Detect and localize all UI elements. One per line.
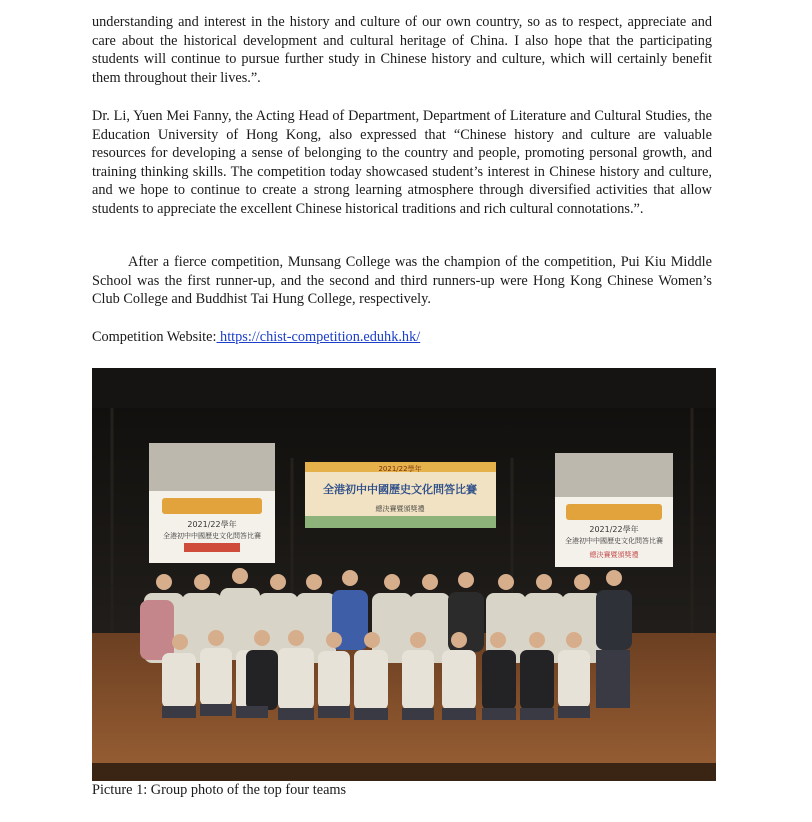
right-screen (555, 453, 673, 567)
right-screen-subtitle: 總決賽暨頒獎禮 (589, 551, 639, 559)
paragraph-dr-li-quote: Dr. Li, Yuen Mei Fanny, the Acting Head of Department, Department of Literature and Cultural Studies, the Education University of Hong Kong, also expressed that “Chinese history and culture are valuable resources for developing a sense of belonging to the country and people, promoting personal growth, and training thinking skills. The competition today showcased student’s interest in Chinese history and culture, and we hope to continue to create a strong learning atmosphere through diversified activities that allow students to appreciate the excellent Chinese historical traditions and rich cultural connotations.”. (92, 108, 712, 217)
banner-title: 全港初中中國歷史文化問答比賽 (323, 483, 477, 496)
group-photo (92, 368, 716, 781)
banner-subtitle: 總決賽暨頒獎禮 (375, 505, 425, 513)
website-link[interactable]: https://chist-competition.eduhk.hk/ (216, 329, 421, 345)
center-banner (305, 462, 496, 528)
photo-caption: Picture 1: Group photo of the top four teams (92, 782, 347, 798)
paragraph-results (92, 253, 712, 309)
left-screen (149, 443, 275, 563)
results-text: After a fierce competition, Munsang College was the champion of the competition, Pui Kiu Middle School was the first runner-up, and the second and third runners-up were Hong Kong Chinese Women’s Club College and Buddhist Tai Hung College, respectively. (92, 254, 712, 308)
left-screen-title: 全港初中中國歷史文化問答比賽 (163, 532, 261, 540)
website-label: Competition Website: (92, 329, 217, 345)
right-screen-title: 全港初中中國歷史文化問答比賽 (565, 537, 663, 545)
website-line (92, 328, 712, 347)
paragraph-quote-end: understanding and interest in the history and culture of our own country, so as to respect, appreciate and care about the historical development and cultural heritage of China. I also hope that the participating students will continue to pursue further study in Chinese history and culture, which will certainly benefit them throughout their lives.”. (92, 14, 712, 86)
left-screen-year: 2021/22學年 (187, 520, 237, 529)
banner-year: 2021/22學年 (378, 465, 422, 473)
right-screen-year: 2021/22學年 (589, 525, 639, 534)
